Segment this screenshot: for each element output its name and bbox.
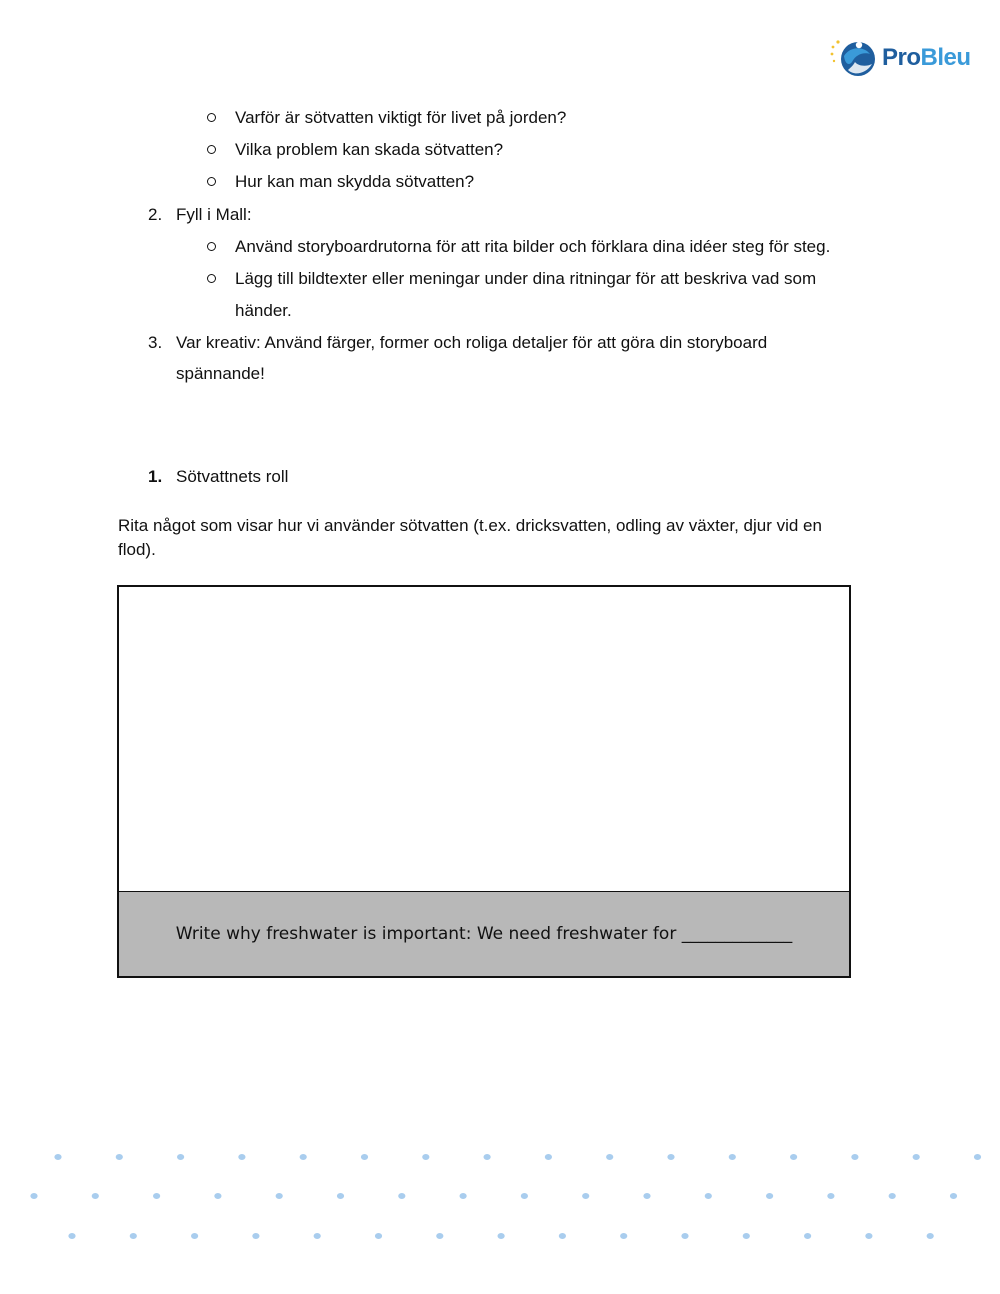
dot — [436, 1233, 443, 1239]
circle-bullet-icon — [207, 177, 216, 186]
dot — [851, 1154, 858, 1160]
dot — [620, 1233, 627, 1239]
dot — [177, 1154, 184, 1160]
dot — [214, 1193, 221, 1199]
dot — [68, 1233, 75, 1239]
drawing-area[interactable] — [117, 585, 851, 978]
section-instruction-cont: flod). — [118, 540, 156, 559]
dot — [252, 1233, 259, 1239]
dot — [606, 1154, 613, 1160]
section-number: 1. — [148, 467, 163, 486]
dot — [643, 1193, 650, 1199]
dot — [865, 1233, 872, 1239]
logo-pro-text: Pro — [882, 44, 921, 71]
step-2-number: 2. — [148, 205, 163, 224]
dot — [116, 1154, 123, 1160]
section-title: Sötvattnets roll — [176, 467, 289, 486]
dot — [153, 1193, 160, 1199]
dot — [276, 1193, 283, 1199]
step-3-text-cont: spännande! — [176, 364, 265, 383]
dot — [667, 1154, 674, 1160]
dot — [92, 1193, 99, 1199]
dot — [314, 1233, 321, 1239]
logo-bleu-text: Bleu — [920, 44, 971, 71]
dot — [913, 1154, 920, 1160]
dot — [743, 1233, 750, 1239]
dot — [974, 1154, 981, 1160]
subquestion-1: Varför är sötvatten viktigt för livet på jorden? — [235, 108, 567, 127]
dot — [559, 1233, 566, 1239]
dot — [498, 1233, 505, 1239]
dot — [460, 1193, 467, 1199]
step-3-number: 3. — [148, 333, 163, 352]
step-3-text: Var kreativ: Använd färger, former och roliga detaljer för att göra din storyboard — [176, 333, 768, 352]
dot — [521, 1193, 528, 1199]
dot — [804, 1233, 811, 1239]
caption-text[interactable]: Write why freshwater is important: We need freshwater for _____________ — [175, 924, 793, 944]
dot — [827, 1193, 834, 1199]
dot — [790, 1154, 797, 1160]
circle-bullet-icon — [207, 242, 216, 251]
step-2-bullet-1: Använd storyboardrutorna för att rita bilder och förklara dina idéer steg för steg. — [235, 237, 831, 256]
circle-bullet-icon — [207, 113, 216, 122]
circle-bullet-icon — [207, 145, 216, 154]
section-instruction: Rita något som visar hur vi använder sötvatten (t.ex. dricksvatten, odling av växter, djur vid en — [118, 516, 822, 535]
dot — [130, 1233, 137, 1239]
circle-bullet-icon — [207, 274, 216, 283]
dot — [300, 1154, 307, 1160]
step-2-bullet-2: Lägg till bildtexter eller meningar under dina ritningar för att beskriva vad som — [235, 269, 817, 288]
dot — [337, 1193, 344, 1199]
dot — [582, 1193, 589, 1199]
dot — [705, 1193, 712, 1199]
dot — [766, 1193, 773, 1199]
dot — [950, 1193, 957, 1199]
dot — [30, 1193, 37, 1199]
dot — [681, 1233, 688, 1239]
dot — [191, 1233, 198, 1239]
dot — [398, 1193, 405, 1199]
dot — [375, 1233, 382, 1239]
dot — [238, 1154, 245, 1160]
dot — [361, 1154, 368, 1160]
dot — [484, 1154, 491, 1160]
dot — [545, 1154, 552, 1160]
decorative-dot-pattern — [0, 1140, 1000, 1260]
probleu-logo — [828, 36, 988, 84]
probleu-emblem-icon — [828, 36, 880, 84]
dot — [729, 1154, 736, 1160]
step-2-text: Fyll i Mall: — [176, 205, 252, 224]
dot — [927, 1233, 934, 1239]
dot — [422, 1154, 429, 1160]
caption-bar — [119, 891, 849, 976]
probleu-wordmark — [882, 44, 971, 72]
step-2-bullet-2-cont: händer. — [235, 301, 292, 320]
dot — [889, 1193, 896, 1199]
subquestion-3: Hur kan man skydda sötvatten? — [235, 172, 475, 191]
dot — [54, 1154, 61, 1160]
subquestion-2: Vilka problem kan skada sötvatten? — [235, 140, 504, 159]
